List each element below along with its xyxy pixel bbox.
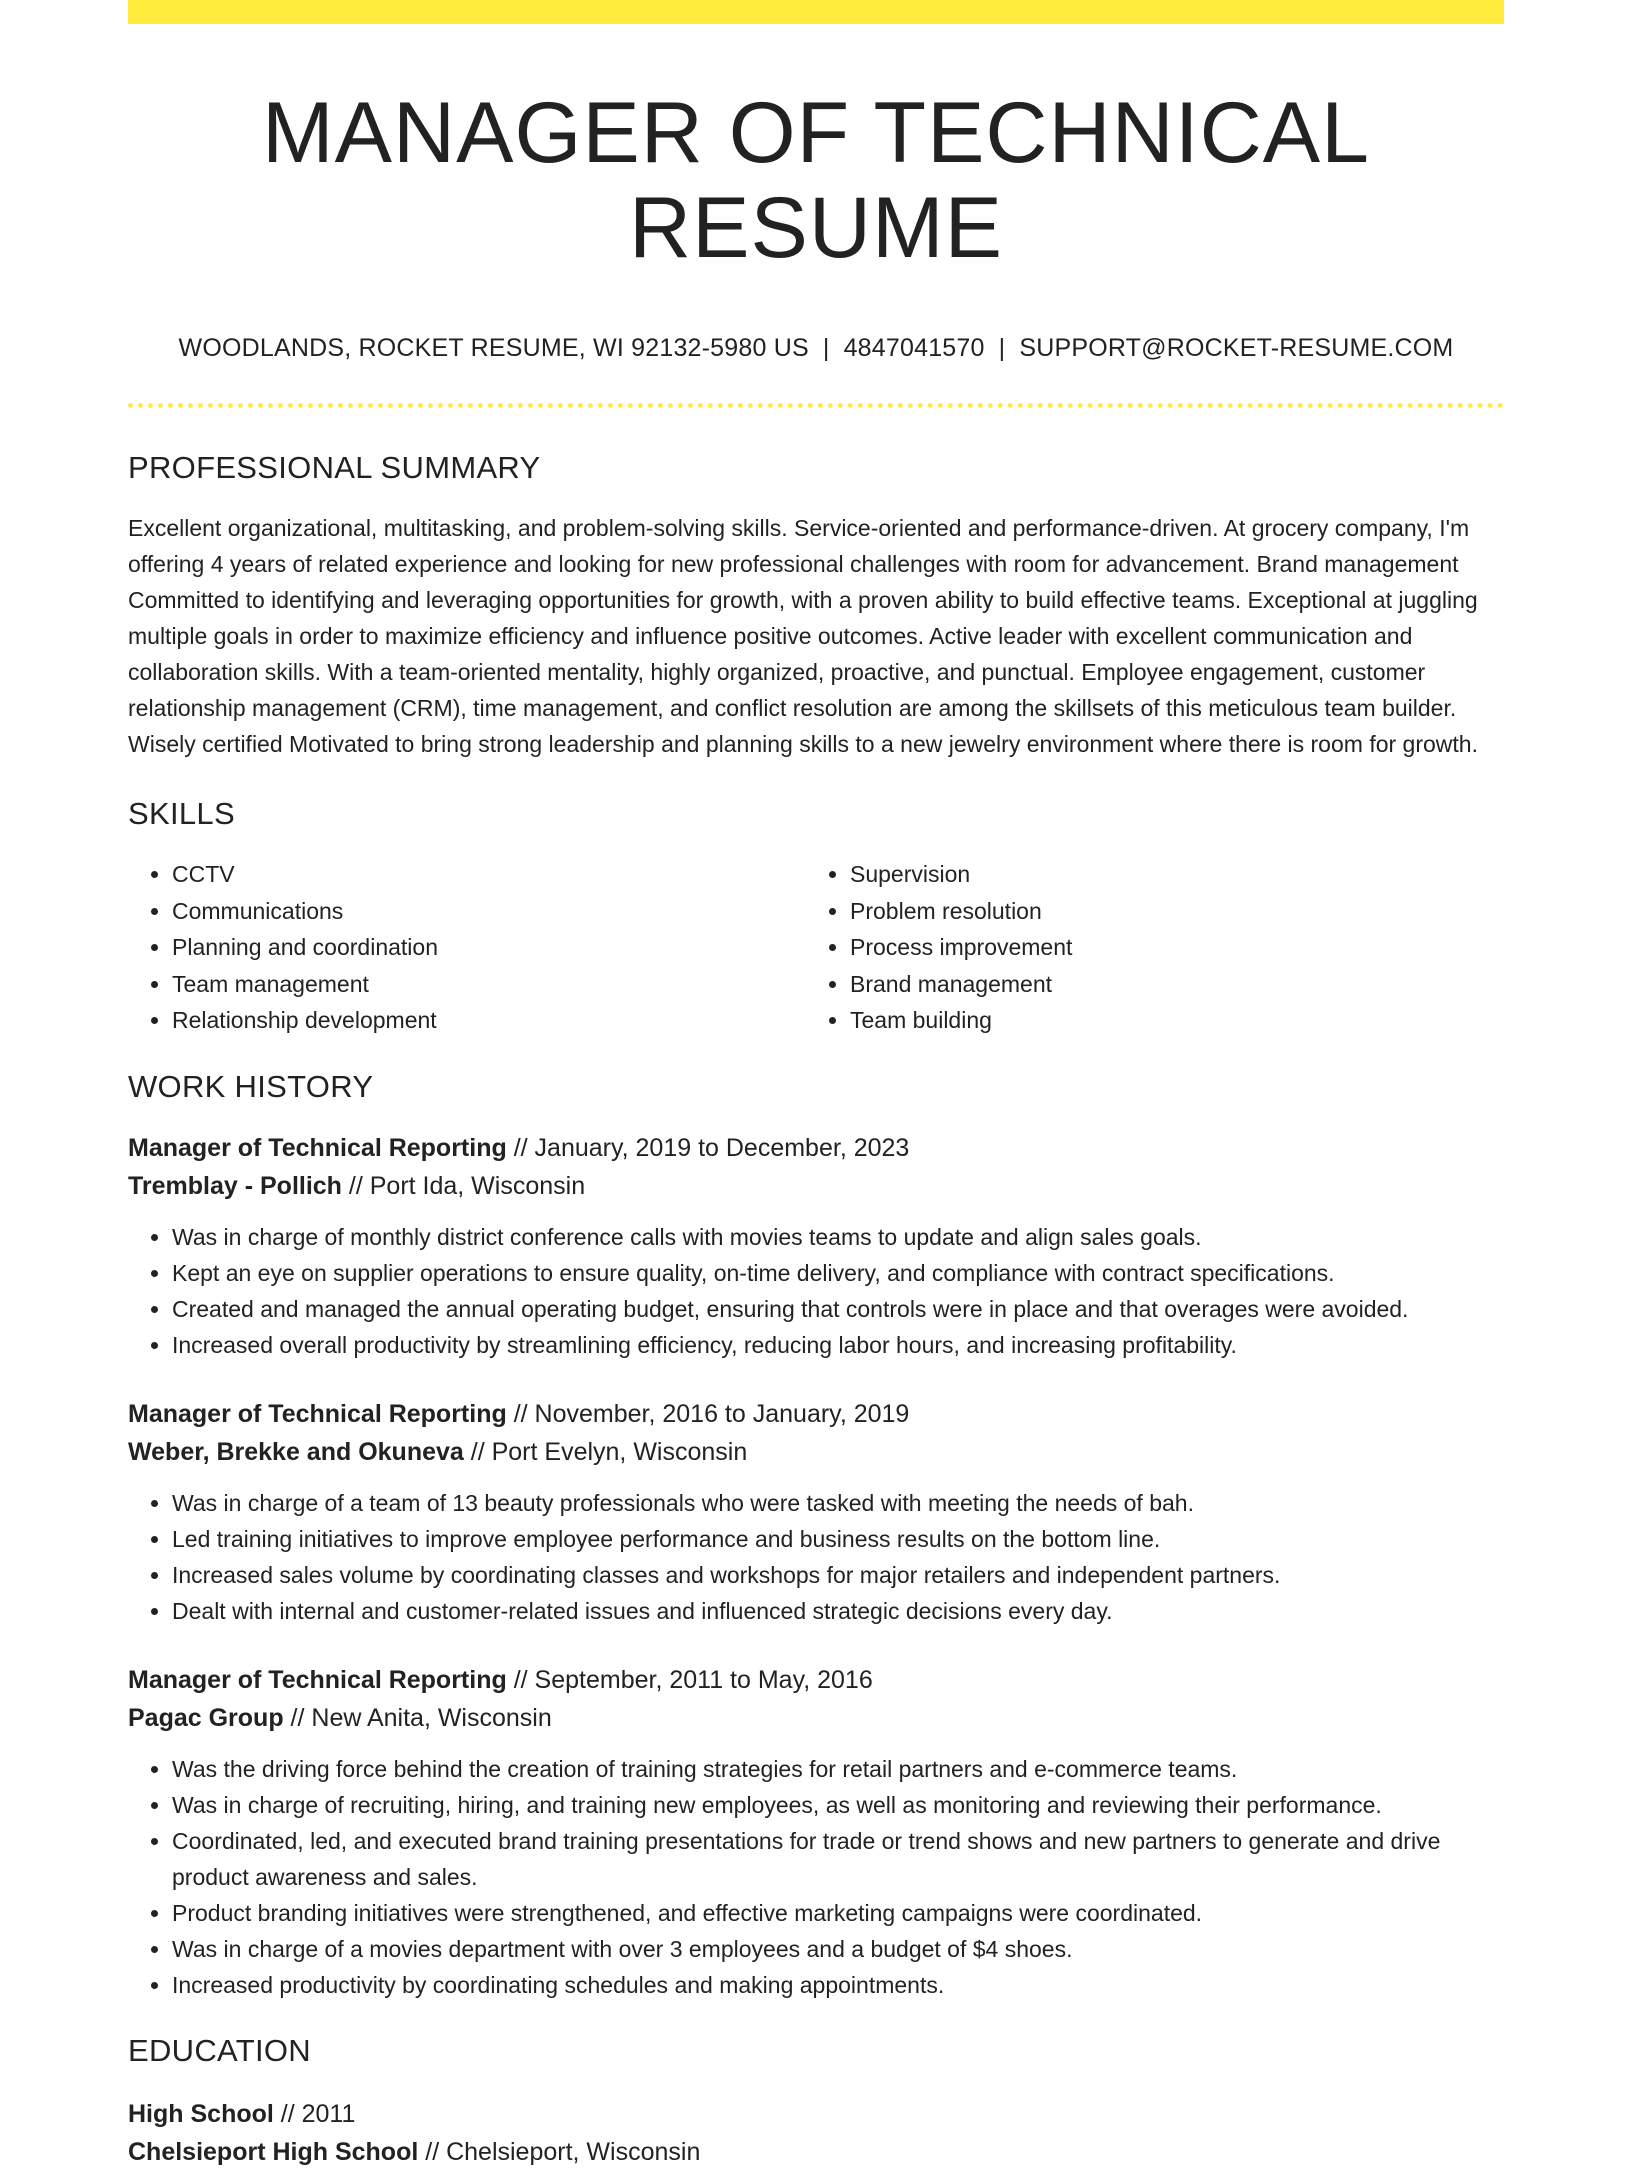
job-location: // Port Ida, Wisconsin [348,1171,586,1200]
phone-text: 4847041570 [843,334,985,363]
job-bullet: • Was in charge of a team of 13 beauty professionals who were tasked with meeting the needs of bah. [172,1485,1504,1521]
job-dates: // September, 2011 to May, 2016 [513,1665,873,1694]
job-dates: // January, 2019 to December, 2023 [513,1133,910,1162]
job-company-line [128,1167,1504,1205]
job-bullet: • Coordinated, led, and executed brand training presentations for trade or trend shows and new partners to generate and drive product awareness and sales. [172,1823,1504,1895]
job-title-line [128,1129,1504,1167]
resume-page [128,0,1504,2171]
contact-separator: | [822,334,830,363]
education-location: // Chelsieport, Wisconsin [425,2137,701,2166]
skill-item: • CCTV [172,856,806,893]
skill-item: • Relationship development [172,1002,806,1039]
job-title: Manager of Technical Reporting [128,1665,507,1694]
email-link[interactable]: SUPPORT@ROCKET-RESUME.COM [1019,334,1454,363]
job-bullets [128,1751,1504,2003]
job-entry [128,1395,1504,1629]
summary-paragraph: Excellent organizational, multitasking, and problem-solving skills. Service-oriented and performance-driven. At grocery company, I'm offering 4 years of related experience and looking for new professional challenges with room for advancement. Brand management Committed to identifying and leveraging opportunities for growth, with a proven ability to build effective teams. Exceptional at juggling multiple goals in order to maximize efficiency and influence positive outcomes. Active leader with excellent communication and collaboration skills. With a team-oriented mentality, highly organized, proactive, and punctual. Employee engagement, customer relationship management (CRM), time management, and conflict resolution are among the skillsets of this meticulous team builder. Wisely certified Motivated to bring strong leadership and planning skills to a new jewelry environment where there is room for growth. [128,515,1478,758]
job-bullet: • Kept an eye on supplier operations to ensure quality, on-time delivery, and compliance with contract specifications. [172,1255,1504,1291]
education-year: // 2011 [280,2099,356,2128]
skills-list [128,856,1504,1039]
job-title-line [128,1395,1504,1433]
education-school-line [128,2133,1504,2171]
job-bullet: • Led training initiatives to improve employee performance and business results on the bottom line. [172,1521,1504,1557]
job-bullets [128,1219,1504,1363]
job-bullet: • Dealt with internal and customer-related issues and influenced strategic decisions every day. [172,1593,1504,1629]
education-school: Chelsieport High School [128,2137,419,2166]
job-company-line [128,1433,1504,1471]
job-entry [128,1661,1504,2003]
job-bullets [128,1485,1504,1629]
skills-column-right [806,856,1484,1039]
dotted-divider [128,403,1504,408]
skill-item: • Process improvement [850,929,1484,966]
contact-separator: | [998,334,1006,363]
job-bullet: • Was in charge of recruiting, hiring, and training new employees, as well as monitoring and reviewing their performance. [172,1787,1504,1823]
skill-item: • Problem resolution [850,893,1484,930]
job-bullet: • Was in charge of monthly district conference calls with movies teams to update and align sales goals. [172,1219,1504,1255]
education-heading: EDUCATION [128,2032,311,2068]
skill-item: • Team management [172,966,806,1003]
work-history-heading: WORK HISTORY [128,1068,374,1104]
job-title: Manager of Technical Reporting [128,1399,507,1428]
job-company: Tremblay - Pollich [128,1171,342,1200]
job-bullet: • Was the driving force behind the creation of training strategies for retail partners and e-commerce teams. [172,1751,1504,1787]
job-bullet: • Product branding initiatives were strengthened, and effective marketing campaigns were coordinated. [172,1895,1504,1931]
job-title-line [128,1661,1504,1699]
contact-line [128,333,1504,363]
education-entry [128,2095,1504,2171]
job-bullet: • Increased productivity by coordinating schedules and making appointments. [172,1967,1504,2003]
job-company: Pagac Group [128,1703,284,1732]
job-bullet: • Increased sales volume by coordinating classes and workshops for major retailers and independent partners. [172,1557,1504,1593]
job-entry [128,1129,1504,1363]
skill-item: • Team building [850,1002,1484,1039]
education-degree: High School [128,2099,274,2128]
job-location: // Port Evelyn, Wisconsin [470,1437,748,1466]
skills-column-left [128,856,806,1039]
skill-item: • Planning and coordination [172,929,806,966]
address-text: WOODLANDS, ROCKET RESUME, WI 92132-5980 US [178,334,809,363]
job-company-line [128,1699,1504,1737]
job-company: Weber, Brekke and Okuneva [128,1437,464,1466]
summary-heading: PROFESSIONAL SUMMARY [128,450,541,486]
education-degree-line [128,2095,1504,2133]
top-accent-bar [128,0,1504,24]
job-dates: // November, 2016 to January, 2019 [513,1399,910,1428]
skill-item: • Brand management [850,966,1484,1003]
job-title: Manager of Technical Reporting [128,1133,507,1162]
job-bullet: • Increased overall productivity by streamlining efficiency, reducing labor hours, and increasing profitability. [172,1327,1504,1363]
skill-item: • Supervision [850,856,1484,893]
skill-item: • Communications [172,893,806,930]
resume-name: MANAGER OF TECHNICAL RESUME [262,85,1370,276]
job-location: // New Anita, Wisconsin [290,1703,552,1732]
skills-heading: SKILLS [128,796,235,832]
job-bullet: • Was in charge of a movies department with over 3 employees and a budget of $4 shoes. [172,1931,1504,1967]
job-bullet: • Created and managed the annual operating budget, ensuring that controls were in place and that overages were avoided. [172,1291,1504,1327]
